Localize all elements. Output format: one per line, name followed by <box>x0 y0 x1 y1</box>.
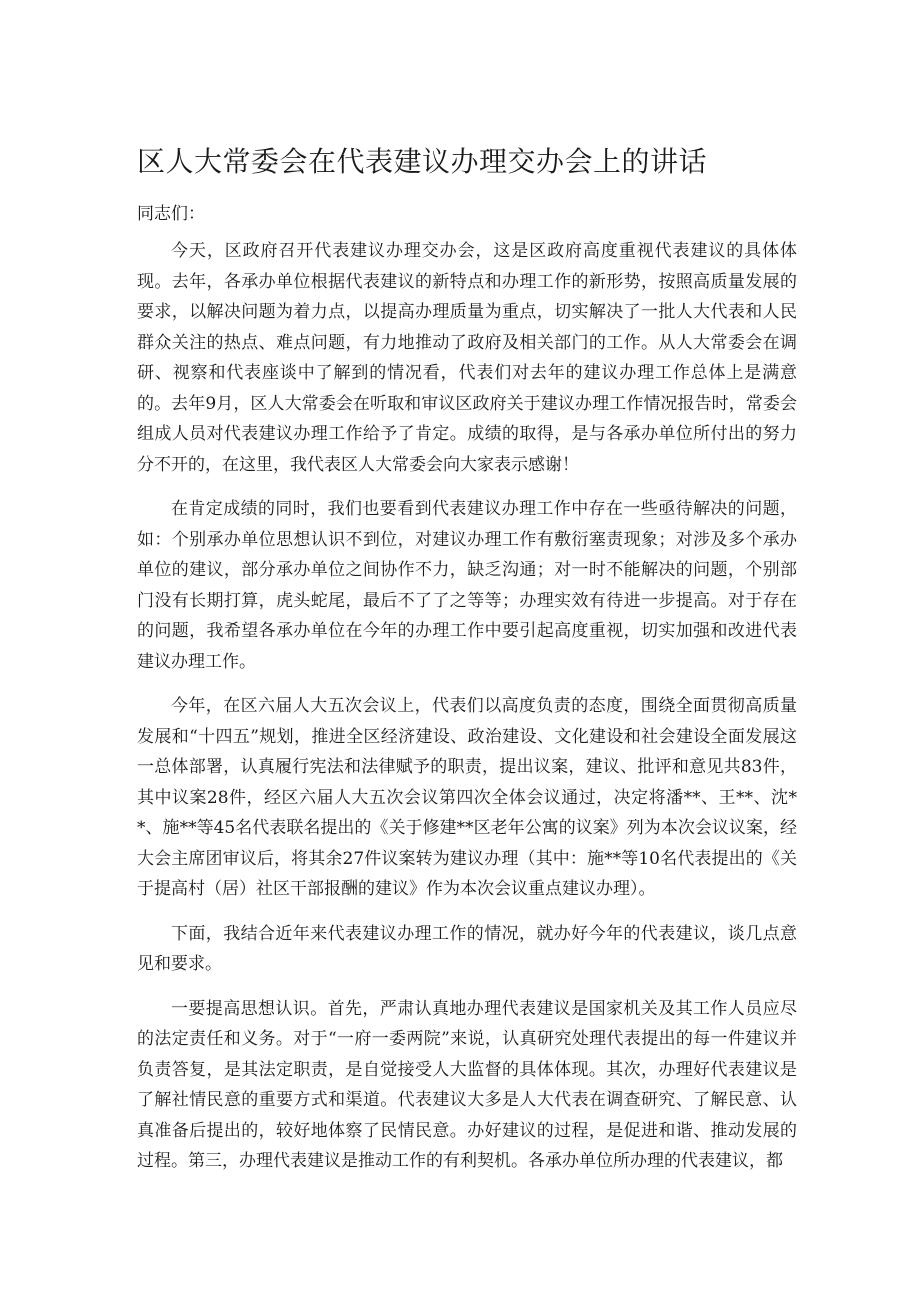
paragraph-2: 在肯定成绩的同时，我们也要看到代表建议办理工作中存在一些亟待解决的问题，如：个别承办单位思想认识不到位，对建议办理工作有敷衍塞责现象；对涉及多个承办单位的建议，部分承办单位之间协作不力，缺乏沟通；对一时不能解决的问题，个别部门没有长期打算，虎头蛇尾，最后不了了之等等；办理实效有待进一步提高。对于存在的问题，我希望各承办单位在今年的办理工作中要引起高度重视，切实加强和改进代表建议办理工作。 <box>137 499 797 672</box>
paragraph-4: 下面，我结合近年来代表建议办理工作的情况，就办好今年的代表建议，谈几点意见和要求。 <box>137 923 797 974</box>
paragraph-5: 一要提高思想认识。首先，严肃认真地办理代表建议是国家机关及其工作人员应尽的法定责任和义务。对于“一府一委两院”来说，认真研究处理代表提出的每一件建议并负责答复，是其法定职责，是自觉接受人大监督的具体体现。其次，办理好代表建议是了解社情民意的重要方式和渠道。代表建议大多是人大代表在调查研究、了解民意、认真准备后提出的，较好地体察了民情民意。办好建议的过程，是促进和谐、推动发展的过程。第三，办理代表建议是推动工作的有利契机。各承办单位所办理的代表建议，都 <box>137 998 797 1171</box>
document-title: 区人大常委会在代表建议办理交办会上的讲话 <box>137 145 708 178</box>
paragraph-3: 今年，在区六届人大五次会议上，代表们以高度负责的态度，围绕全面贯彻高质量发展和“十四五”规划，推进全区经济建设、政治建设、文化建设和社会建设全面发展这一总体部署，认真履行宪法和法律赋予的职责，提出议案，建议、批评和意见共83件，其中议案28件，经区六届人大五次会议第四次全体会议通过，决定将潘**、王**、沈**、施**等45名代表联名提出的《关于修建**区老年公寓的议案》列为本次会议议案，经大会主席团审议后，将其余27件议案转为建议办理（其中：施**等10名代表提出的《关于提高村（居）社区干部报酬的建议》作为本次会议重点建议办理）。 <box>137 696 797 899</box>
paragraph-1: 今天，区政府召开代表建议办理交办会，这是区政府高度重视代表建议的具体体现。去年，各承办单位根据代表建议的新特点和办理工作的新形势，按照高质量发展的要求，以解决问题为着力点，以提高办理质量为重点，切实解决了一批人大代表和人民群众关注的热点、难点问题，有力地推动了政府及相关部门的工作。从人大常委会在调研、视察和代表座谈中了解到的情况看，代表们对去年的建议办理工作总体上是满意的。去年9月，区人大常委会在听取和审议区政府关于建议办理工作情况报告时，常委会组成人员对代表建议办理工作给予了肯定。成绩的取得，是与各承办单位所付出的努力分不开的，在这里，我代表区人大常委会向大家表示感谢！ <box>137 241 797 475</box>
salutation: 同志们： <box>137 204 205 224</box>
document-body <box>137 236 797 1191</box>
